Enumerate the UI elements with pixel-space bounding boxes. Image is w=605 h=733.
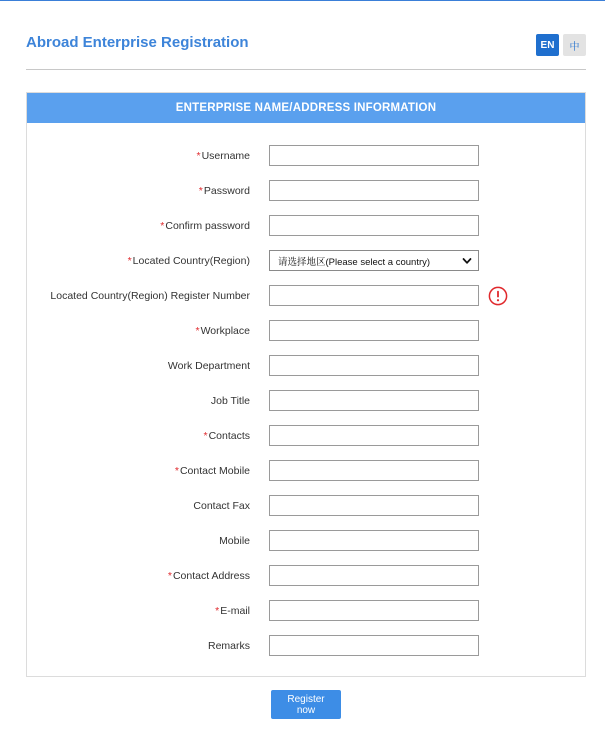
- password-label: * Password: [198, 184, 250, 197]
- row-contact-address: [27, 565, 587, 586]
- located-country-select[interactable]: [269, 250, 479, 271]
- contact-fax-input[interactable]: [269, 495, 479, 516]
- row-work-department: [27, 355, 587, 376]
- register-now-button[interactable]: Register now: [271, 690, 341, 719]
- remarks-input[interactable]: [269, 635, 479, 656]
- row-workplace: [27, 320, 587, 341]
- required-marker: *: [203, 429, 208, 442]
- contact-address-input[interactable]: [269, 565, 479, 586]
- contact-mobile-label: * Contact Mobile: [174, 464, 250, 477]
- work-department-label: Work Department: [167, 359, 250, 372]
- row-located-country: [27, 250, 587, 271]
- email-label: * E-mail: [215, 604, 250, 617]
- top-accent-line: [0, 0, 605, 1]
- page-title: Abroad Enterprise Registration: [26, 34, 249, 51]
- section-header: ENTERPRISE NAME/ADDRESS INFORMATION: [27, 93, 585, 123]
- chevron-down-icon: [462, 256, 472, 266]
- required-marker: *: [195, 324, 200, 337]
- email-input[interactable]: [269, 600, 479, 621]
- row-job-title: [27, 390, 587, 411]
- register-number-input[interactable]: [269, 285, 479, 306]
- language-en-button[interactable]: EN: [536, 34, 559, 56]
- language-zh-button[interactable]: 中: [563, 34, 586, 56]
- job-title-label: Job Title: [210, 394, 250, 407]
- header-divider: [26, 69, 586, 70]
- contacts-input[interactable]: [269, 425, 479, 446]
- workplace-input[interactable]: [269, 320, 479, 341]
- required-marker: *: [215, 604, 220, 617]
- row-register-number: [27, 285, 587, 306]
- registration-form: [26, 92, 586, 677]
- row-mobile: [27, 530, 587, 551]
- row-contacts: [27, 425, 587, 446]
- required-marker: *: [127, 254, 132, 267]
- row-email: [27, 600, 587, 621]
- row-contact-mobile: [27, 460, 587, 481]
- row-contact-fax: [27, 495, 587, 516]
- contact-mobile-input[interactable]: [269, 460, 479, 481]
- register-number-label: Located Country(Region) Register Number: [50, 289, 250, 302]
- mobile-label: Mobile: [219, 534, 250, 547]
- located-country-label: * Located Country(Region): [127, 254, 250, 267]
- row-remarks: [27, 635, 587, 656]
- required-marker: *: [167, 569, 172, 582]
- required-marker: *: [198, 184, 203, 197]
- confirm-password-input[interactable]: [269, 215, 479, 236]
- required-marker: *: [160, 219, 165, 232]
- work-department-input[interactable]: [269, 355, 479, 376]
- row-confirm-password: [27, 215, 587, 236]
- required-marker: *: [174, 464, 179, 477]
- required-marker: *: [196, 149, 201, 162]
- located-country-selected-value: 请选择地区(Please select a country): [278, 256, 431, 268]
- confirm-password-label: * Confirm password: [160, 219, 250, 232]
- remarks-label: Remarks: [207, 639, 250, 652]
- contact-fax-label: Contact Fax: [193, 499, 250, 512]
- mobile-input[interactable]: [269, 530, 479, 551]
- job-title-input[interactable]: [269, 390, 479, 411]
- username-label: * Username: [196, 149, 250, 162]
- password-input[interactable]: [269, 180, 479, 201]
- row-password: [27, 180, 587, 201]
- row-username: [27, 145, 587, 166]
- contacts-label: * Contacts: [203, 429, 250, 442]
- username-input[interactable]: [269, 145, 479, 166]
- workplace-label: * Workplace: [195, 324, 250, 337]
- exclamation-circle-icon: [488, 286, 508, 306]
- contact-address-label: * Contact Address: [167, 569, 250, 582]
